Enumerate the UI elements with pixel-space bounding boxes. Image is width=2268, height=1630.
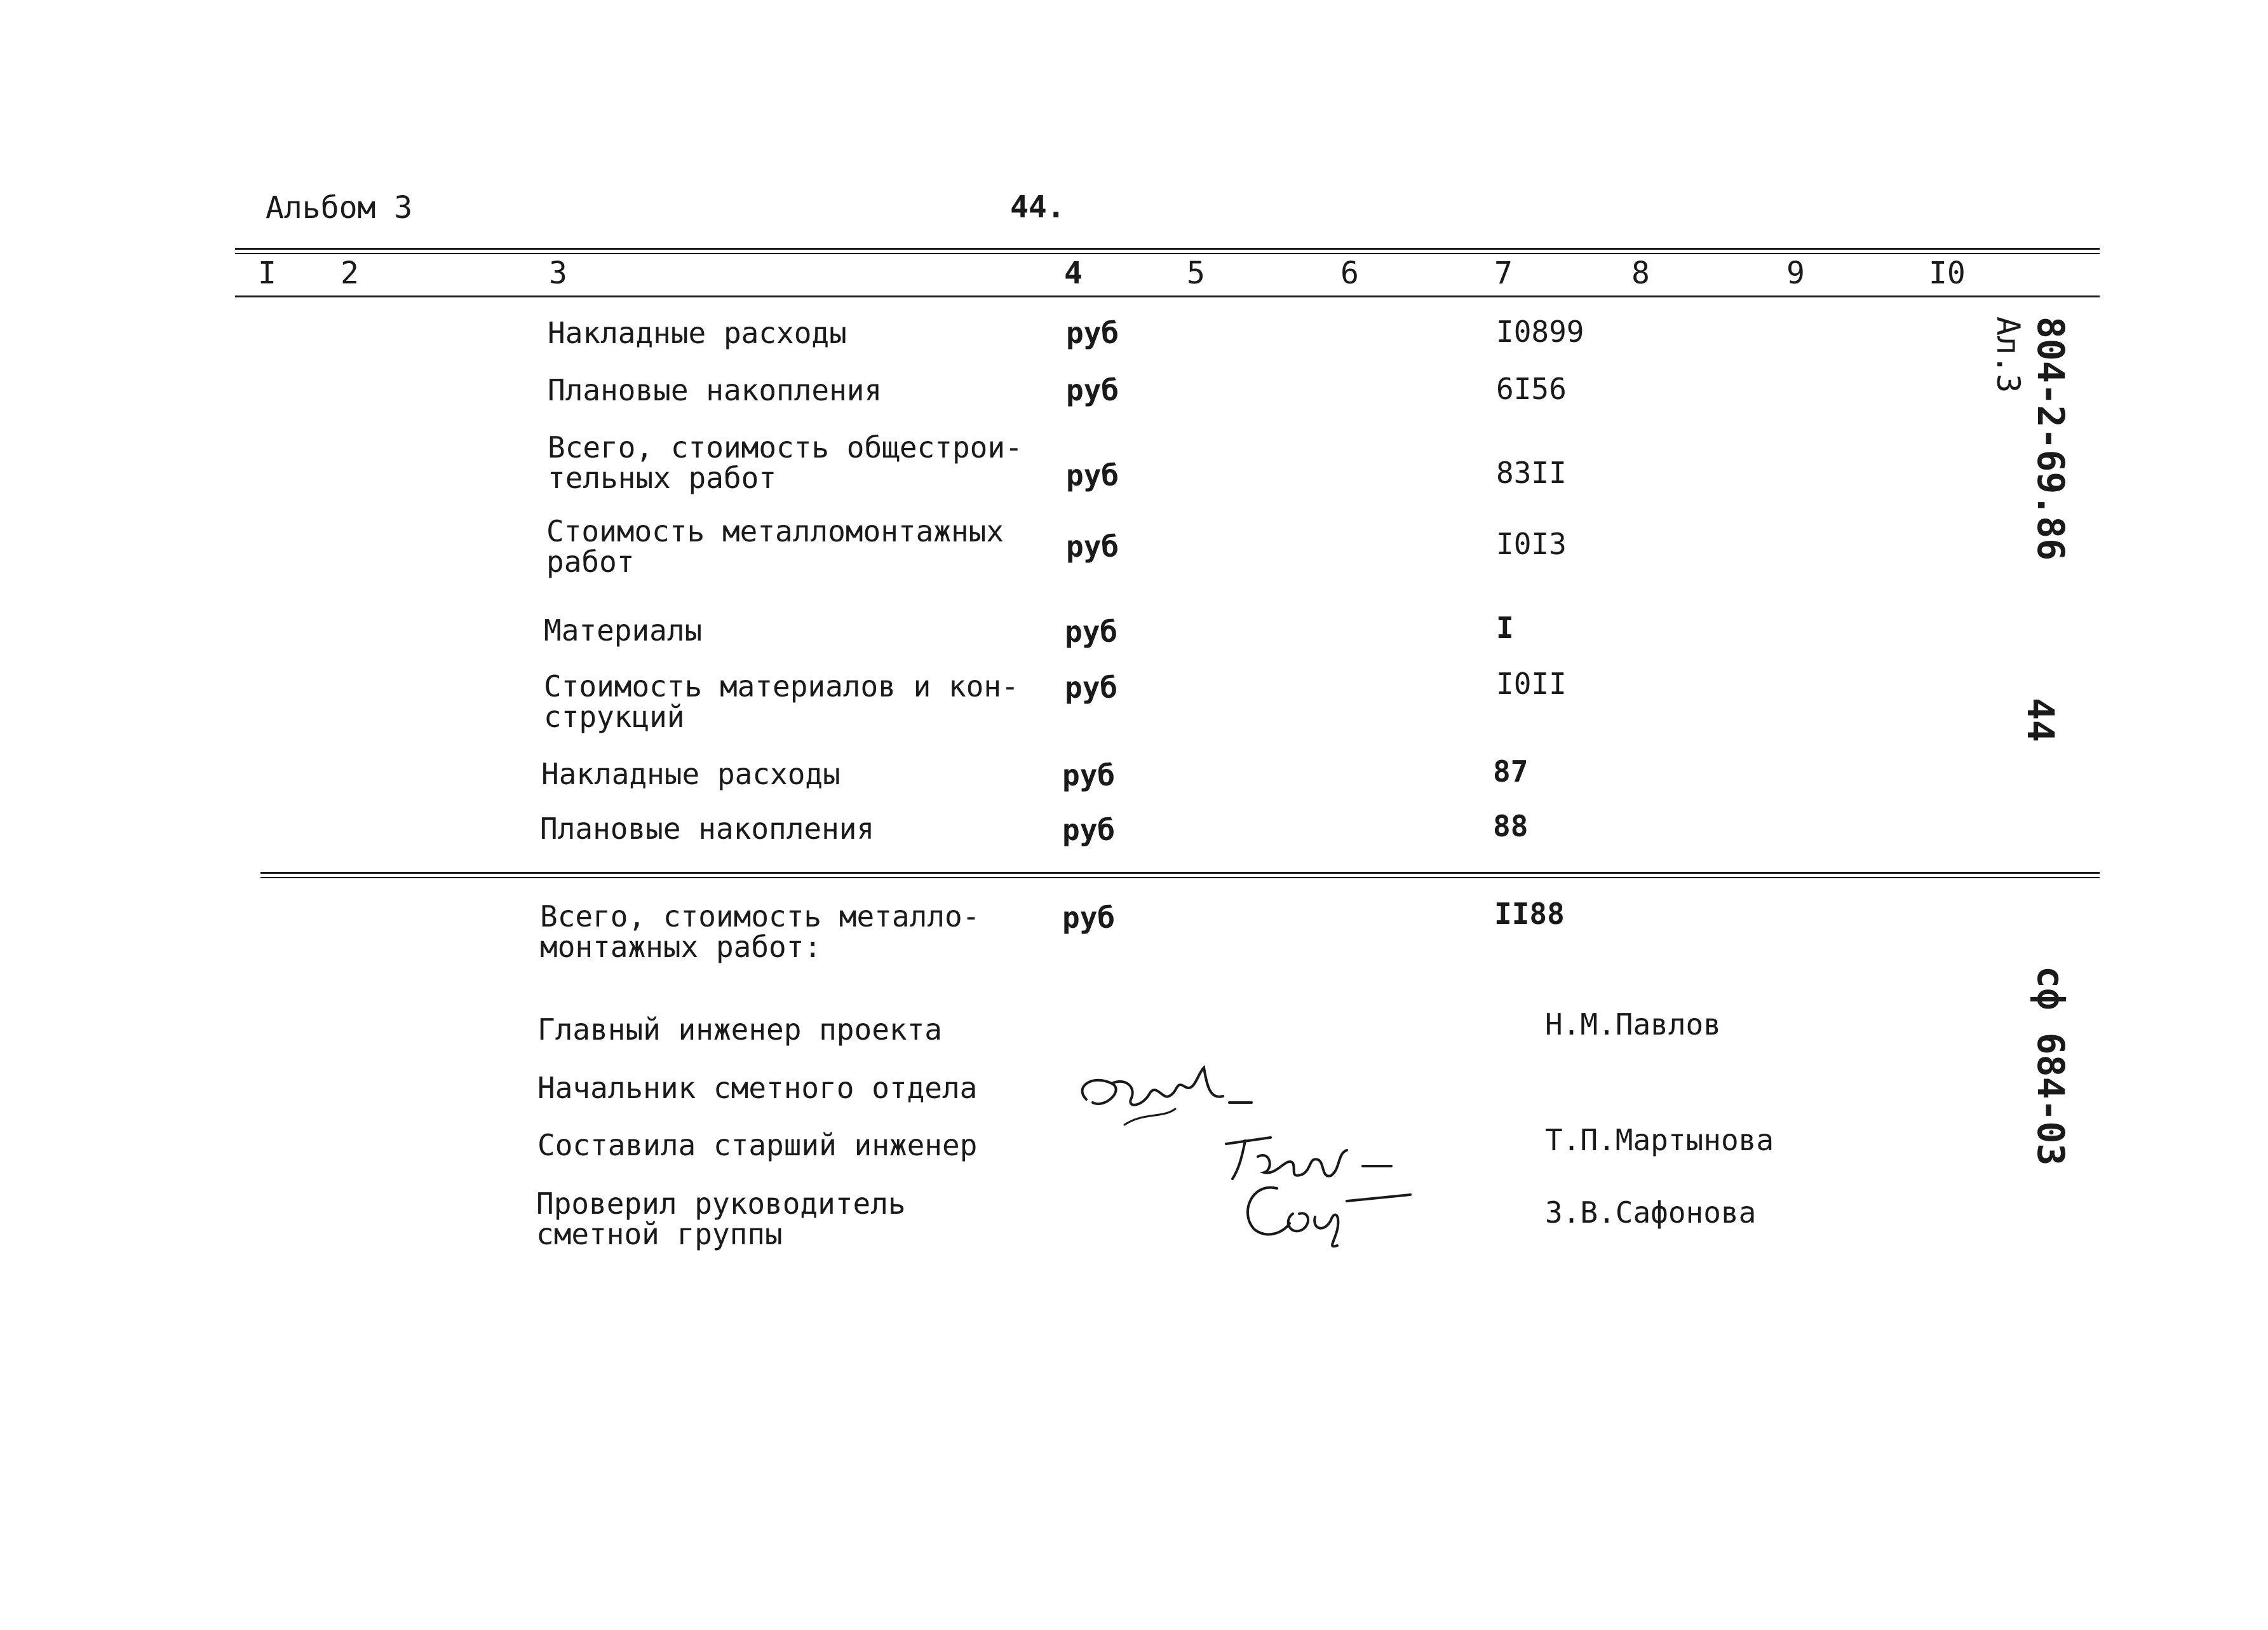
margin-document-code: 804-2-69.86 [2029,316,2072,561]
page-number: 44. [1010,189,1065,225]
total-name: Всего, стоимость металло- монтажных работ: [540,899,980,964]
row-value: 88 [1493,809,1529,843]
column-number: 4 [1064,255,1083,291]
row-value: I [1496,611,1514,645]
row-unit: руб [1066,529,1119,564]
column-number: 9 [1786,255,1805,291]
row-name: Стоимость металломонтажных работ [546,514,1004,579]
margin-album-label: Ал.3 [1990,316,2027,393]
signature-person: Т.П.Мартынова [1545,1123,1774,1157]
row-unit: руб [1066,373,1119,407]
row-name: Накладные расходы [541,757,840,791]
column-number: 6 [1340,255,1359,291]
total-separator-rule-2 [260,877,2100,878]
row-value: 6I56 [1496,372,1567,406]
row-value: I0899 [1496,315,1584,349]
column-number: 8 [1631,255,1650,291]
column-number: 7 [1494,255,1513,291]
column-number: 5 [1187,255,1205,291]
total-value: II88 [1494,897,1565,931]
row-name: Плановые накопления [540,812,875,846]
column-number: 3 [549,255,567,291]
signature-person: З.В.Сафонова [1545,1195,1757,1230]
row-unit: руб [1065,615,1118,649]
signature-role: Проверил руководитель сметной группы [536,1186,906,1251]
signature-person: Н.М.Павлов [1545,1007,1721,1042]
row-name: Плановые накопления [548,373,882,407]
margin-page-number: 44 [2019,698,2062,742]
row-value: I0I3 [1496,527,1567,561]
row-name: Накладные расходы [548,316,847,350]
row-value: 87 [1493,754,1529,789]
row-value: 83II [1496,456,1567,490]
row-value: I0II [1496,667,1567,701]
column-number: I [258,255,276,291]
row-name: Стоимость материалов и кон- струкций [544,669,1019,734]
handwritten-signature [1232,1176,1423,1252]
row-unit: руб [1066,316,1119,350]
header-rule-top-2 [235,253,2100,254]
total-unit: руб [1062,900,1116,935]
row-unit: руб [1062,813,1116,847]
column-number: 2 [341,255,359,291]
header-rule-bottom [235,295,2100,297]
signature-role: Составила старший инженер [537,1128,978,1162]
album-label: Альбом 3 [266,190,413,226]
row-name: Всего, стоимость общестрои- тельных работ [548,430,1023,495]
header-rule-top [235,248,2100,250]
row-unit: руб [1065,670,1118,705]
row-name: Материалы [544,613,703,648]
row-unit: руб [1066,458,1119,492]
row-unit: руб [1062,758,1116,792]
total-separator-rule [260,872,2100,874]
signature-role: Начальник сметного отдела [537,1071,978,1105]
column-number: I0 [1929,255,1966,291]
margin-stamp: сф 684-03 [2029,966,2072,1166]
signature-role: Главный инженер проекта [537,1012,942,1047]
